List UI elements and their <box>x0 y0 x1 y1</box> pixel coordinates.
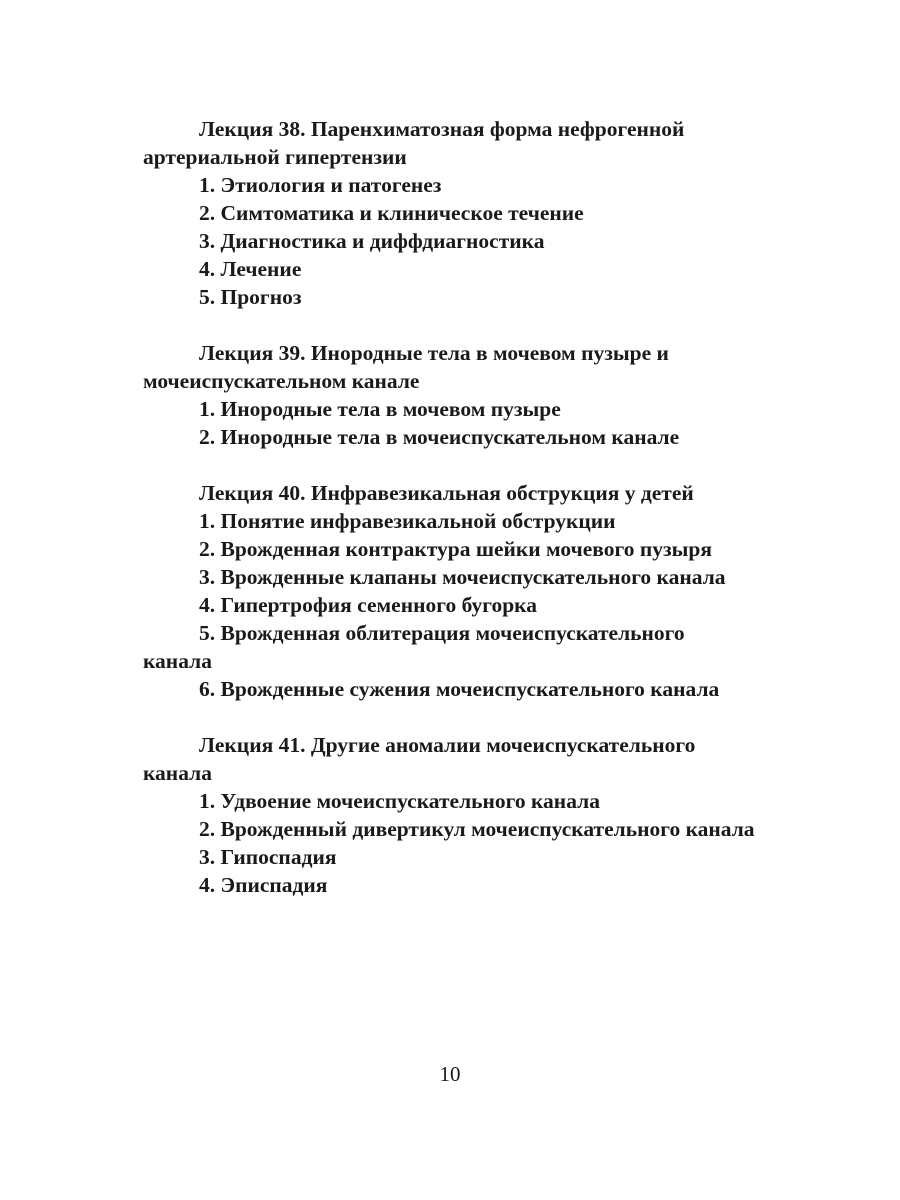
lecture-item: 2. Инородные тела в мочеиспускательном канале <box>199 425 680 449</box>
lecture-item: 1. Удвоение мочеиспускательного канала <box>199 789 600 813</box>
lecture-item: 2. Симтоматика и клиническое течение <box>199 201 584 225</box>
lecture-item: 3. Врожденные клапаны мочеиспускательного канала <box>199 565 726 589</box>
page-number: 10 <box>439 1062 461 1086</box>
lecture-item: 1. Этиология и патогенез <box>199 173 442 197</box>
lecture-41 <box>143 731 755 899</box>
lecture-item: 1. Понятие инфравезикальной обструкции <box>199 509 616 533</box>
lecture-40 <box>143 479 755 703</box>
lecture-39 <box>143 339 755 451</box>
lecture-title: Лекция 38. Паренхиматозная форма нефрогенной артериальной гипертензии <box>143 117 685 169</box>
lecture-title: Лекция 40. Инфравезикальная обструкция у детей <box>199 481 694 505</box>
lecture-item: 4. Гипертрофия семенного бугорка <box>199 593 537 617</box>
lecture-title: Лекция 39. Инородные тела в мочевом пузыре и мочеиспускательном канале <box>143 341 669 393</box>
lecture-item: 5. Врожденная облитерация мочеиспускательного канала <box>143 621 685 673</box>
lecture-item: 1. Инородные тела в мочевом пузыре <box>199 397 561 421</box>
lecture-item: 6. Врожденные сужения мочеиспускательного канала <box>199 677 720 701</box>
lecture-item: 3. Диагностика и диффдиагностика <box>199 229 545 253</box>
lecture-item: 3. Гипоспадия <box>199 845 337 869</box>
lecture-item: 4. Лечение <box>199 257 302 281</box>
lecture-item: 4. Эписпадия <box>199 873 328 897</box>
lecture-38 <box>143 115 755 311</box>
page-content <box>143 115 755 927</box>
lecture-item: 2. Врожденный дивертикул мочеиспускательного канала <box>199 817 755 841</box>
lecture-title: Лекция 41. Другие аномалии мочеиспускательного канала <box>143 733 696 785</box>
lecture-item: 2. Врожденная контрактура шейки мочевого пузыря <box>199 537 712 561</box>
lecture-item: 5. Прогноз <box>199 285 302 309</box>
